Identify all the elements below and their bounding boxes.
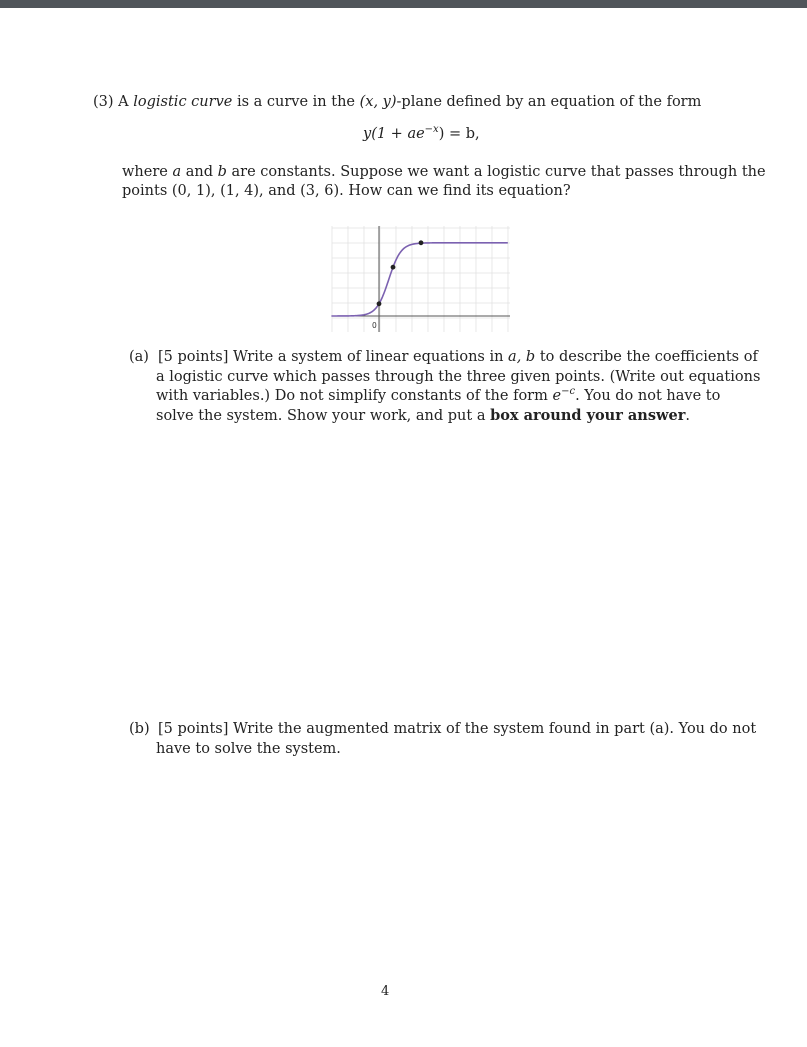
origin-label: 0 — [372, 321, 377, 330]
part-b-line-1: [5 points] Write the augmented matrix of the system found in part (a). You do not — [158, 721, 757, 737]
part-a-variables: a, b — [508, 349, 536, 365]
data-point — [391, 265, 396, 270]
part-a-line-2: a logistic curve which passes through the three given points. (Write out equations — [156, 369, 761, 385]
question-text: -plane defined by an equation of the form — [396, 94, 702, 110]
question-number: (3) — [93, 94, 114, 110]
logistic-curve-term: logistic curve — [133, 94, 233, 110]
equation-rhs: ) = b, — [438, 126, 480, 142]
part-a-text: . You do not have to — [575, 388, 721, 404]
part-b-line-2: have to solve the system. — [156, 741, 341, 757]
question-text: and — [185, 164, 213, 180]
data-point — [419, 240, 424, 245]
xy-plane-symbol: (x, y) — [359, 94, 397, 110]
logistic-curve-line — [331, 243, 507, 316]
question-intro-line — [93, 93, 701, 113]
part-a-line-4 — [156, 406, 690, 427]
box-answer-instruction: box around your answer — [490, 407, 686, 424]
equation-lhs: y(1 + ae — [363, 126, 425, 142]
part-a-text: solve the system. Show your work, and put a — [156, 408, 486, 424]
question-text: where — [122, 164, 168, 180]
part-a-line-3 — [156, 387, 720, 407]
question-line-3: points (0, 1), (1, 4), and (3, 6). How can we find its equation? — [122, 183, 571, 199]
part-b-label: (b) — [129, 721, 150, 737]
part-a-text: with variables.) Do not simplify constants of the form — [156, 388, 548, 404]
variable-b: b — [217, 164, 227, 180]
question-text: is a curve in the — [236, 94, 355, 110]
page-number: 4 — [381, 984, 390, 999]
question-text: are constants. Suppose we want a logistic curve that passes through the — [231, 164, 766, 180]
part-a-text: [5 points] Write a system of linear equations in — [158, 349, 504, 365]
part-a-text: to describe the coefficients of — [539, 349, 758, 365]
constant-e: e — [552, 388, 562, 404]
question-line-2 — [122, 163, 766, 183]
part-a-line-1 — [158, 348, 758, 368]
variable-a: a — [172, 164, 182, 180]
logistic-equation — [363, 125, 480, 145]
data-point — [377, 301, 382, 306]
window-top-bar — [0, 0, 807, 8]
question-text: A — [118, 94, 129, 110]
constant-exponent: −c — [561, 386, 576, 398]
logistic-graph — [330, 222, 512, 334]
part-a-text: . — [685, 408, 690, 424]
equation-exponent: −x — [424, 124, 439, 136]
part-a-label: (a) — [129, 349, 149, 365]
